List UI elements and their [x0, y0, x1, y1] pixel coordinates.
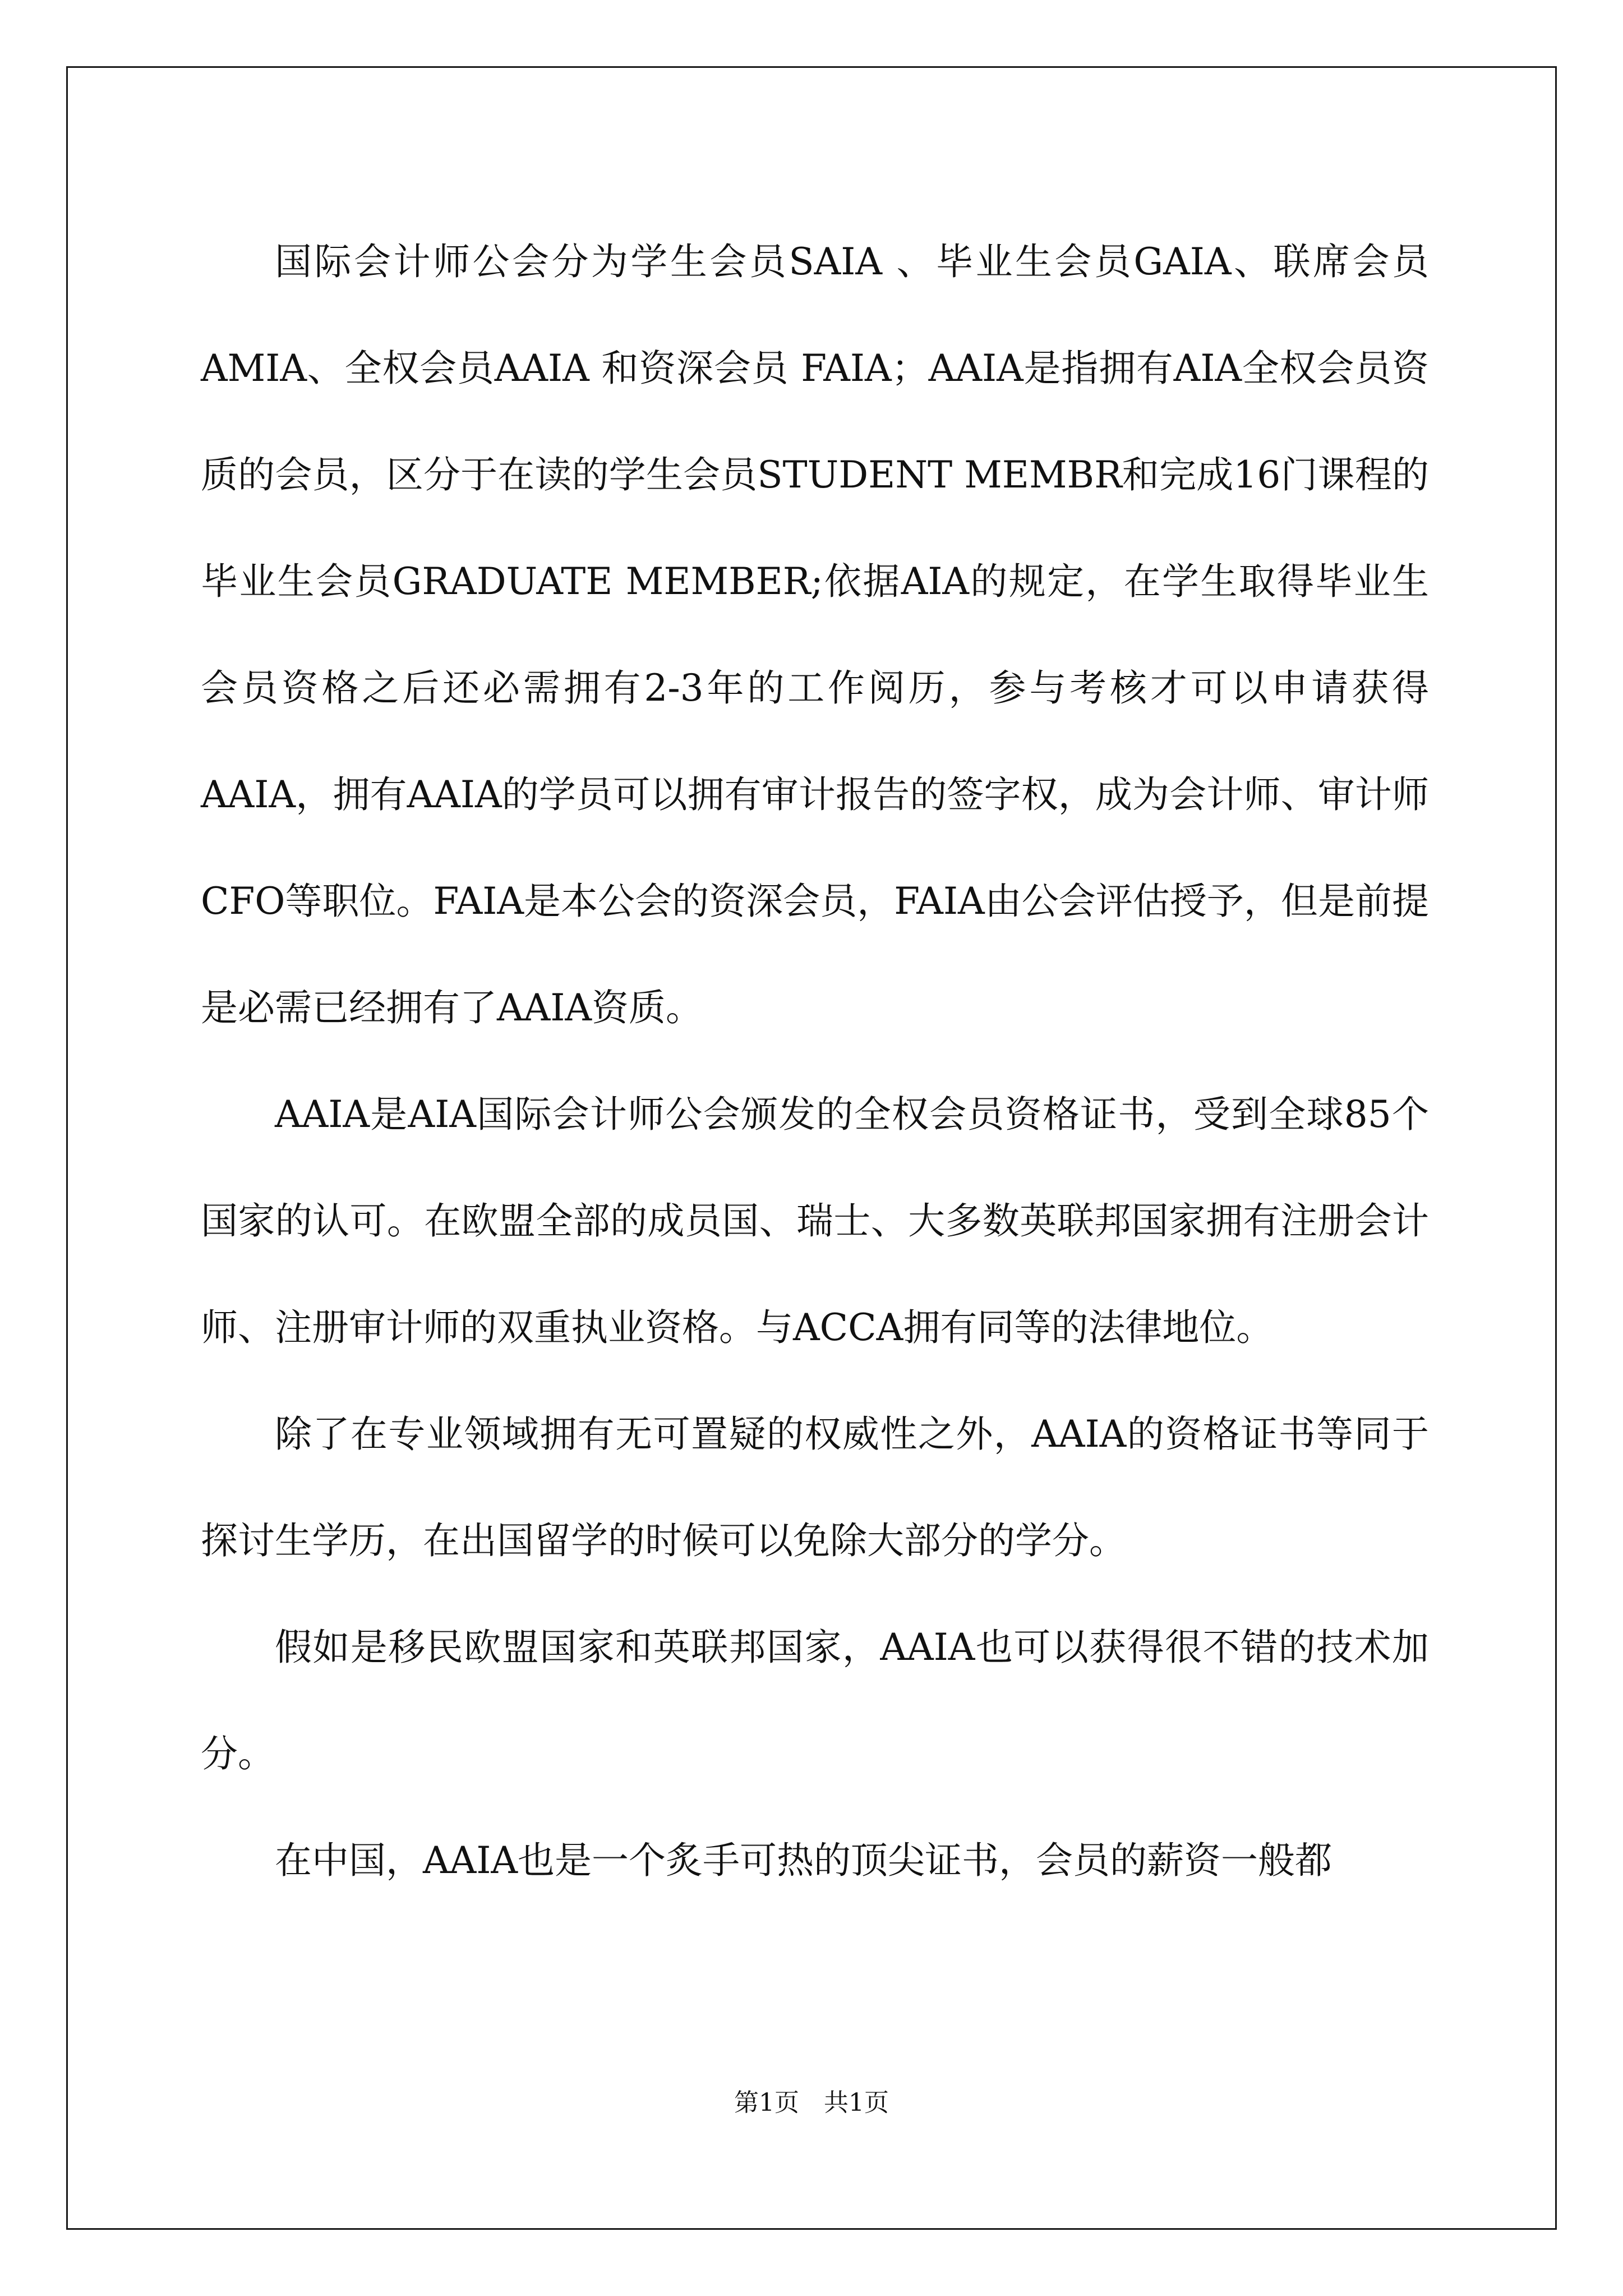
- paragraph-aaia-recognition: AAIA是AIA国际会计师公会颁发的全权会员资格证书，受到全球85个国家的认可。在欧盟全部的成员国、瑞士、大多数英联邦国家拥有注册会计师、注册审计师的双重执业资格。与ACCA拥有同等的法律地位。: [201, 1093, 1429, 1349]
- page-footer: [0, 2082, 1623, 2118]
- paragraph-membership-levels: 国际会计师公会分为学生会员SAIA 、毕业生会员GAIA、联席会员AMIA、全权会员AAIA 和资深会员 FAIA；AAIA是指拥有AIA全权会员资质的会员，区分于在读的学生会员STUDENT MEMBR和完成16门课程的毕业生会员GRADUATE MEMBER;依据AIA的规定，在学生取得毕业生会员资格之后还必需拥有2-3年的工作阅历，参与考核才可以申请获得AAIA，拥有AAIA的学员可以拥有审计报告的签字权，成为会计师、审计师CFO等职位。FAIA是本公会的资深会员，FAIA由公会评估授予，但是前提是必需已经拥有了AAIA资质。: [201, 240, 1429, 1029]
- paragraph-china: 在中国，AAIA也是一个炙手可热的顶尖证书，会员的薪资一般都: [275, 1839, 1332, 1882]
- page-number: 第1页: [734, 2088, 799, 2117]
- paragraph-immigration: 假如是移民欧盟国家和英联邦国家，AAIA也可以获得很不错的技术加分。: [201, 1626, 1429, 1775]
- paragraph-academic-equivalence: 除了在专业领域拥有无可置疑的权威性之外，AAIA的资格证书等同于探讨生学历，在出国留学的时候可以免除大部分的学分。: [201, 1412, 1429, 1562]
- total-pages: 共1页: [824, 2088, 889, 2117]
- document-body: [201, 209, 1429, 1914]
